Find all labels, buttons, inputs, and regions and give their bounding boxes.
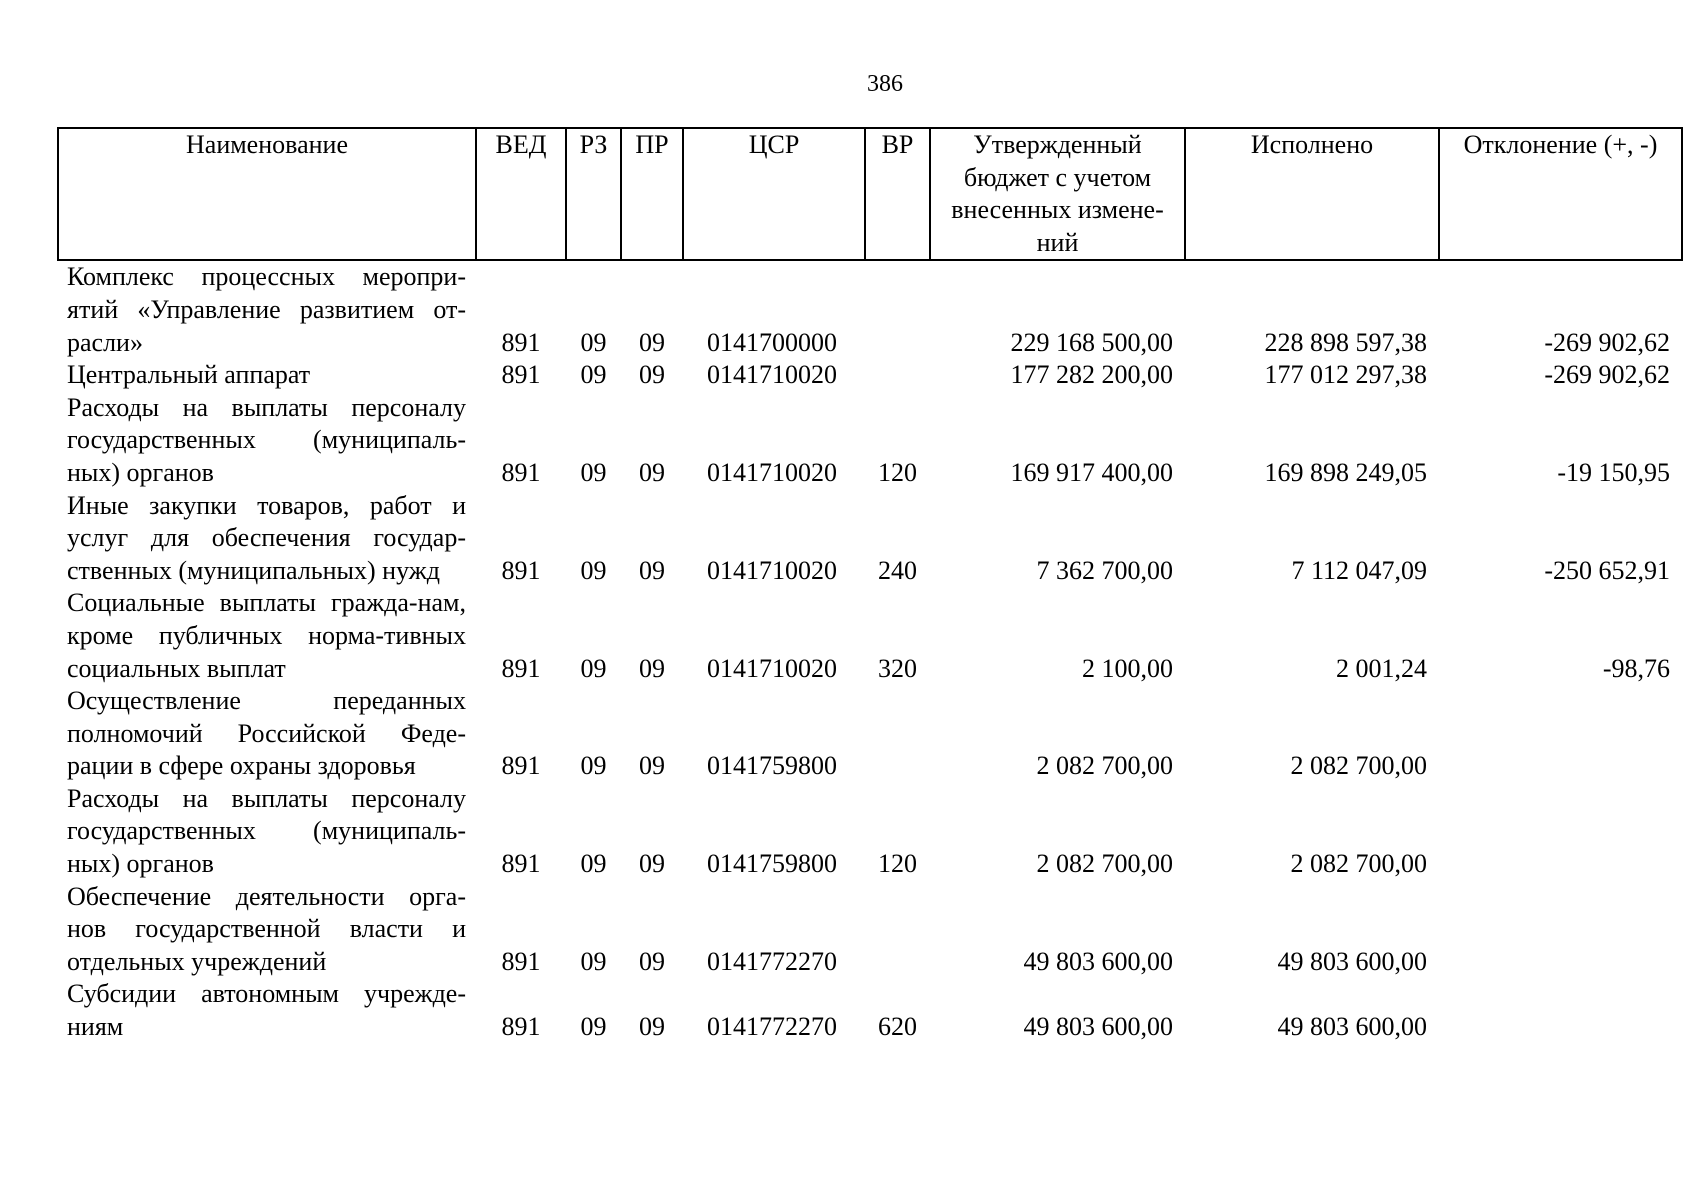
row-csr: 0141759800: [707, 751, 837, 781]
row-executed: 228 898 597,38: [1264, 327, 1427, 357]
row-pr: 09: [639, 849, 665, 879]
row-csr: 0141772270: [707, 946, 837, 976]
row-ved: 891: [501, 946, 541, 976]
row-executed: 49 803 600,00: [1277, 1012, 1427, 1042]
row-executed: 7 112 047,09: [1291, 555, 1427, 585]
row-budget: 49 803 600,00: [1023, 1012, 1173, 1042]
row-rz: 09: [580, 327, 607, 357]
row-vr: [865, 685, 930, 783]
row-budget: 49 803 600,00: [1023, 946, 1173, 976]
row-executed: 2 082 700,00: [1290, 751, 1427, 781]
row-vr: [865, 359, 930, 392]
row-ved: 891: [501, 360, 541, 390]
row-csr: 0141772270: [707, 1012, 837, 1042]
row-deviation: [1439, 978, 1682, 1043]
row-rz: 09: [580, 555, 607, 585]
row-executed: 177 012 297,38: [1264, 360, 1427, 390]
budget-execution-table: [57, 127, 1683, 1044]
row-name: Комплекс процессных меропри-ятий «Управление развитием от-расли»: [67, 262, 466, 357]
table-row: [58, 392, 1682, 490]
row-vr: 120: [878, 457, 917, 487]
row-ved: 891: [501, 653, 541, 683]
row-executed: 49 803 600,00: [1277, 946, 1427, 976]
table-row: [58, 978, 1682, 1043]
row-name: Социальные выплаты гражда-нам, кроме публичных норма-тивных социальных выплат: [67, 588, 466, 683]
row-deviation: -269 902,62: [1544, 360, 1670, 390]
row-rz: 09: [580, 1012, 607, 1042]
row-vr: [865, 260, 930, 359]
row-executed: 2 082 700,00: [1290, 849, 1427, 879]
row-rz: 09: [580, 946, 607, 976]
row-name: Расходы на выплаты персоналу государственных (муниципаль-ных) органов: [67, 783, 466, 879]
row-ved: 891: [501, 849, 541, 879]
row-vr: [865, 881, 930, 979]
row-budget: 2 082 700,00: [1036, 751, 1173, 781]
row-ved: 891: [501, 327, 541, 357]
row-executed: 169 898 249,05: [1264, 457, 1427, 487]
row-pr: 09: [639, 555, 665, 585]
row-csr: 0141710020: [707, 653, 837, 683]
row-pr: 09: [639, 327, 665, 357]
header-rz: РЗ: [566, 128, 621, 260]
row-rz: 09: [580, 751, 607, 781]
row-budget: 177 282 200,00: [1010, 360, 1173, 390]
row-pr: 09: [639, 1012, 665, 1042]
row-executed: 2 001,24: [1336, 653, 1427, 683]
row-csr: 0141710020: [707, 555, 837, 585]
row-pr: 09: [639, 946, 665, 976]
row-name: Иные закупки товаров, работ и услуг для обеспечения государ-ственных (муниципальных) нужд: [67, 490, 466, 585]
table-header-row: [58, 128, 1682, 260]
header-pr: ПР: [621, 128, 683, 260]
row-rz: 09: [580, 653, 607, 683]
row-deviation: [1439, 685, 1682, 783]
row-rz: 09: [580, 849, 607, 879]
table-row: [58, 783, 1682, 881]
row-deviation: [1439, 881, 1682, 979]
row-name: Осуществление переданных полномочий Российской Феде-рации в сфере охраны здоровья: [67, 686, 466, 781]
row-budget: 229 168 500,00: [1010, 327, 1173, 357]
row-ved: 891: [501, 457, 541, 487]
row-deviation: -250 652,91: [1544, 555, 1670, 585]
header-vr: ВР: [865, 128, 930, 260]
row-pr: 09: [639, 360, 665, 390]
row-name: Расходы на выплаты персоналу государственных (муниципаль-ных) органов: [67, 392, 466, 487]
header-executed: Исполнено: [1185, 128, 1439, 260]
row-name: Обеспечение деятельности орга-нов государственной власти и отдельных учреждений: [67, 881, 466, 976]
row-pr: 09: [639, 457, 665, 487]
row-deviation: [1439, 783, 1682, 881]
table-row: [58, 587, 1682, 685]
row-budget: 2 082 700,00: [1036, 849, 1173, 879]
row-deviation: -98,76: [1602, 653, 1670, 683]
row-pr: 09: [639, 653, 665, 683]
row-deviation: -19 150,95: [1557, 457, 1670, 487]
row-rz: 09: [580, 457, 607, 487]
row-name: Субсидии автономным учрежде-ниям: [67, 979, 466, 1042]
row-csr: 0141710020: [707, 360, 837, 390]
table-row: [58, 490, 1682, 588]
row-csr: 0141759800: [707, 849, 837, 879]
table-row: [58, 685, 1682, 783]
header-ved: ВЕД: [476, 128, 566, 260]
row-vr: 320: [878, 653, 917, 683]
row-vr: 240: [878, 555, 917, 585]
row-ved: 891: [501, 751, 541, 781]
row-budget: 169 917 400,00: [1010, 457, 1173, 487]
row-budget: 7 362 700,00: [1036, 555, 1173, 585]
row-csr: 0141710020: [707, 457, 837, 487]
header-name: Наименование: [58, 128, 476, 260]
row-name: Центральный аппарат: [67, 360, 311, 390]
header-deviation: Отклонение (+, -): [1439, 128, 1682, 260]
page-number: 386: [867, 71, 903, 97]
header-budget: Утвержденный бюджет с учетом внесенных измене-ний: [930, 128, 1185, 260]
row-vr: 620: [878, 1012, 917, 1042]
table-row: [58, 359, 1682, 392]
row-budget: 2 100,00: [1082, 653, 1173, 683]
row-ved: 891: [501, 1012, 541, 1042]
row-rz: 09: [580, 360, 607, 390]
row-ved: 891: [501, 555, 541, 585]
row-csr: 0141700000: [707, 327, 837, 357]
table-row: [58, 881, 1682, 979]
row-deviation: -269 902,62: [1544, 327, 1670, 357]
row-vr: 120: [878, 849, 917, 879]
table-row: [58, 260, 1682, 359]
header-csr: ЦСР: [683, 128, 865, 260]
row-pr: 09: [639, 751, 665, 781]
